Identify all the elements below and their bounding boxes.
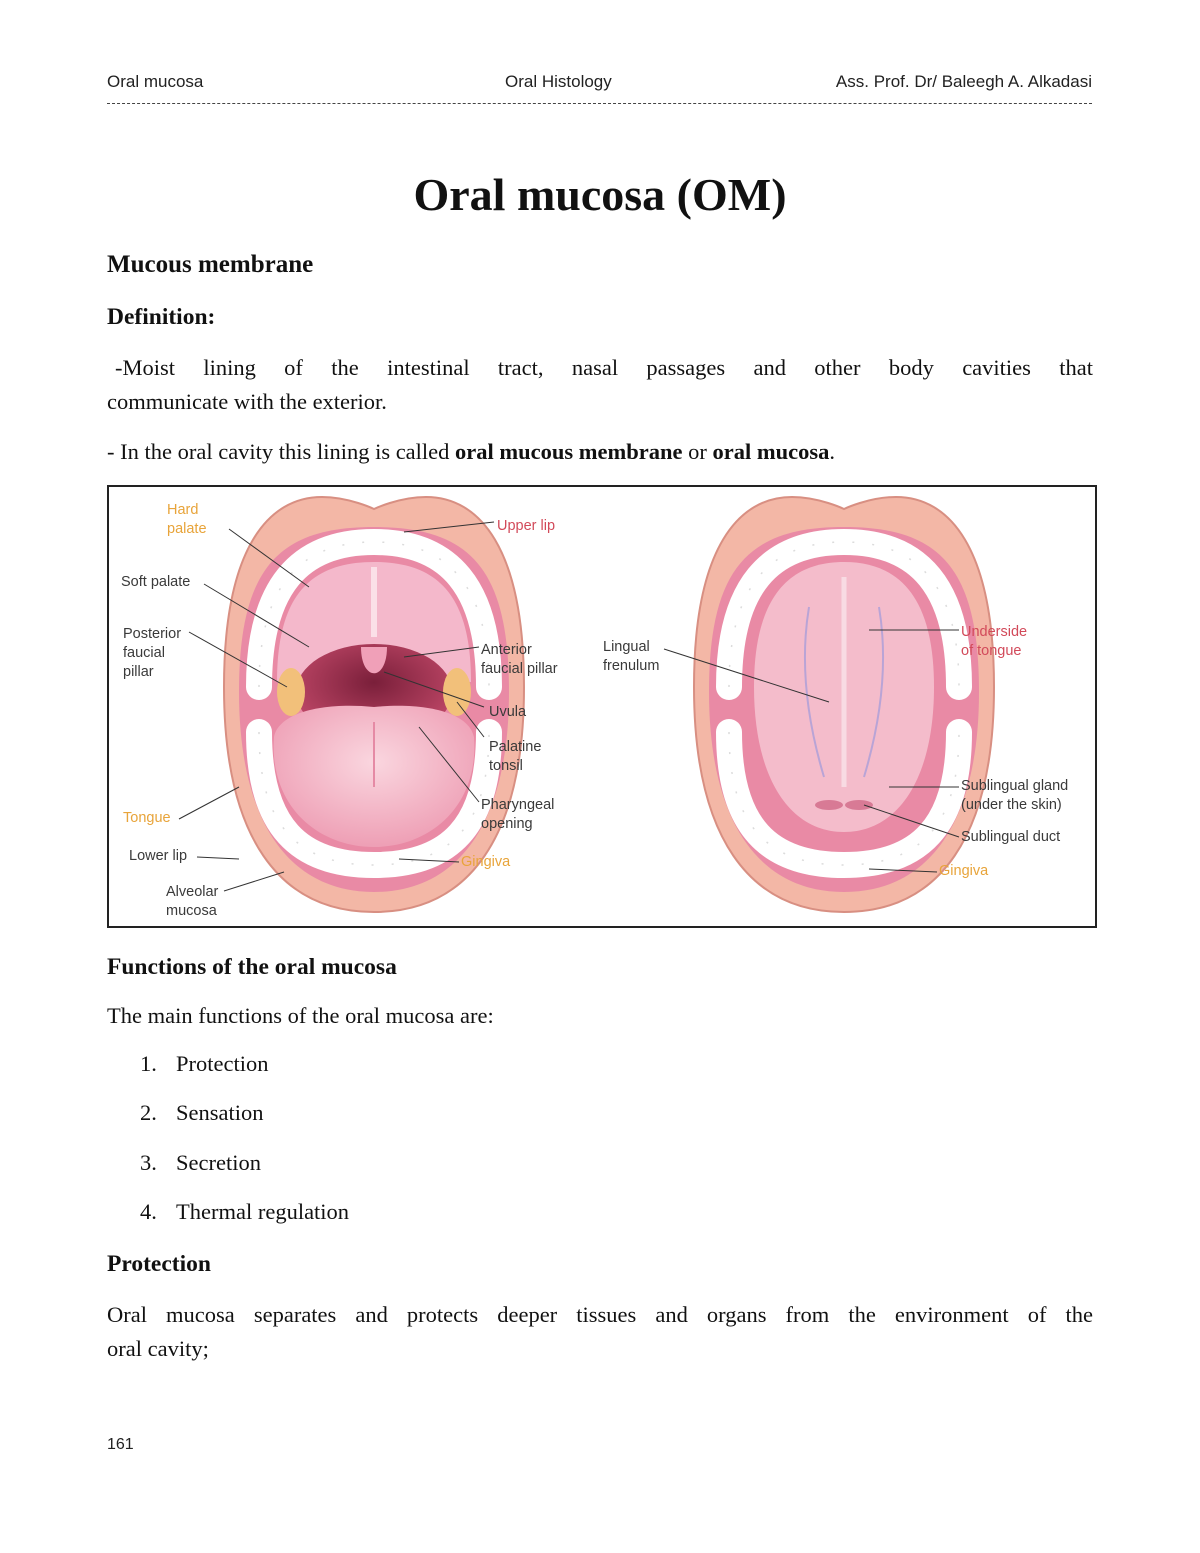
open-mouth-right [694, 497, 994, 912]
protection-heading: Protection [107, 1251, 211, 1277]
label-uvula: Uvula [489, 704, 527, 720]
label-pharyngeal-opening: Pharyngeal opening [481, 797, 555, 832]
page-number: 161 [107, 1436, 134, 1453]
definition-heading: Definition: [107, 304, 216, 330]
label-alveolar-mucosa: Alveolar mucosa [166, 884, 219, 919]
list-item: 4. Thermal regulation [140, 1199, 350, 1224]
list-item: 2. Sensation [140, 1100, 264, 1125]
label-tongue: Tongue [123, 810, 171, 826]
label-sublingual-gland: Sublingual gland (under the skin) [961, 778, 1069, 813]
list-item: 3. Secretion [140, 1150, 261, 1175]
header-right: Ass. Prof. Dr/ Baleegh A. Alkadasi [835, 72, 1092, 91]
label-soft-palate: Soft palate [121, 574, 191, 590]
header-left: Oral mucosa [107, 72, 204, 91]
label-lower-lip: Lower lip [129, 848, 188, 864]
label-anterior-faucial-pillar: Anterior faucial pillar [481, 642, 558, 677]
protection-line-1: Oral mucosa separates and protects deeper tissues and organs from the environment of the [107, 1302, 1093, 1327]
functions-heading: Functions of the oral mucosa [107, 954, 397, 980]
oral-cavity-figure [107, 485, 1097, 928]
label-gingiva-right: Gingiva [939, 863, 989, 879]
label-lingual-frenulum: Lingual frenulum [603, 639, 660, 674]
label-palatine-tonsil: Palatine tonsil [489, 739, 542, 774]
label-posterior-faucial-pillar: Posterior faucial pillar [123, 626, 182, 680]
label-upper-lip: Upper lip [497, 518, 556, 534]
label-underside-of-tongue: Underside of tongue [961, 624, 1028, 659]
label-sublingual-duct: Sublingual duct [961, 829, 1061, 845]
definition-line-2: communicate with the exterior. [107, 389, 387, 414]
definition-paragraph-2: - In the oral cavity this lining is called oral mucous membrane or oral mucosa. [107, 439, 836, 464]
label-hard-palate: Hard palate [167, 502, 207, 537]
definition-line-1: -Moist lining of the intestinal tract, nasal passages and other body cavities that [115, 355, 1093, 380]
functions-intro: The main functions of the oral mucosa are: [107, 1003, 494, 1028]
list-item: 1. Protection [140, 1051, 269, 1076]
header-divider [107, 103, 1092, 104]
protection-line-2: oral cavity; [107, 1336, 209, 1361]
page-title: Oral mucosa (OM) [413, 169, 787, 220]
header-center: Oral Histology [505, 72, 612, 91]
section-heading-mucous-membrane: Mucous membrane [107, 251, 314, 278]
label-gingiva-left: Gingiva [461, 854, 511, 870]
